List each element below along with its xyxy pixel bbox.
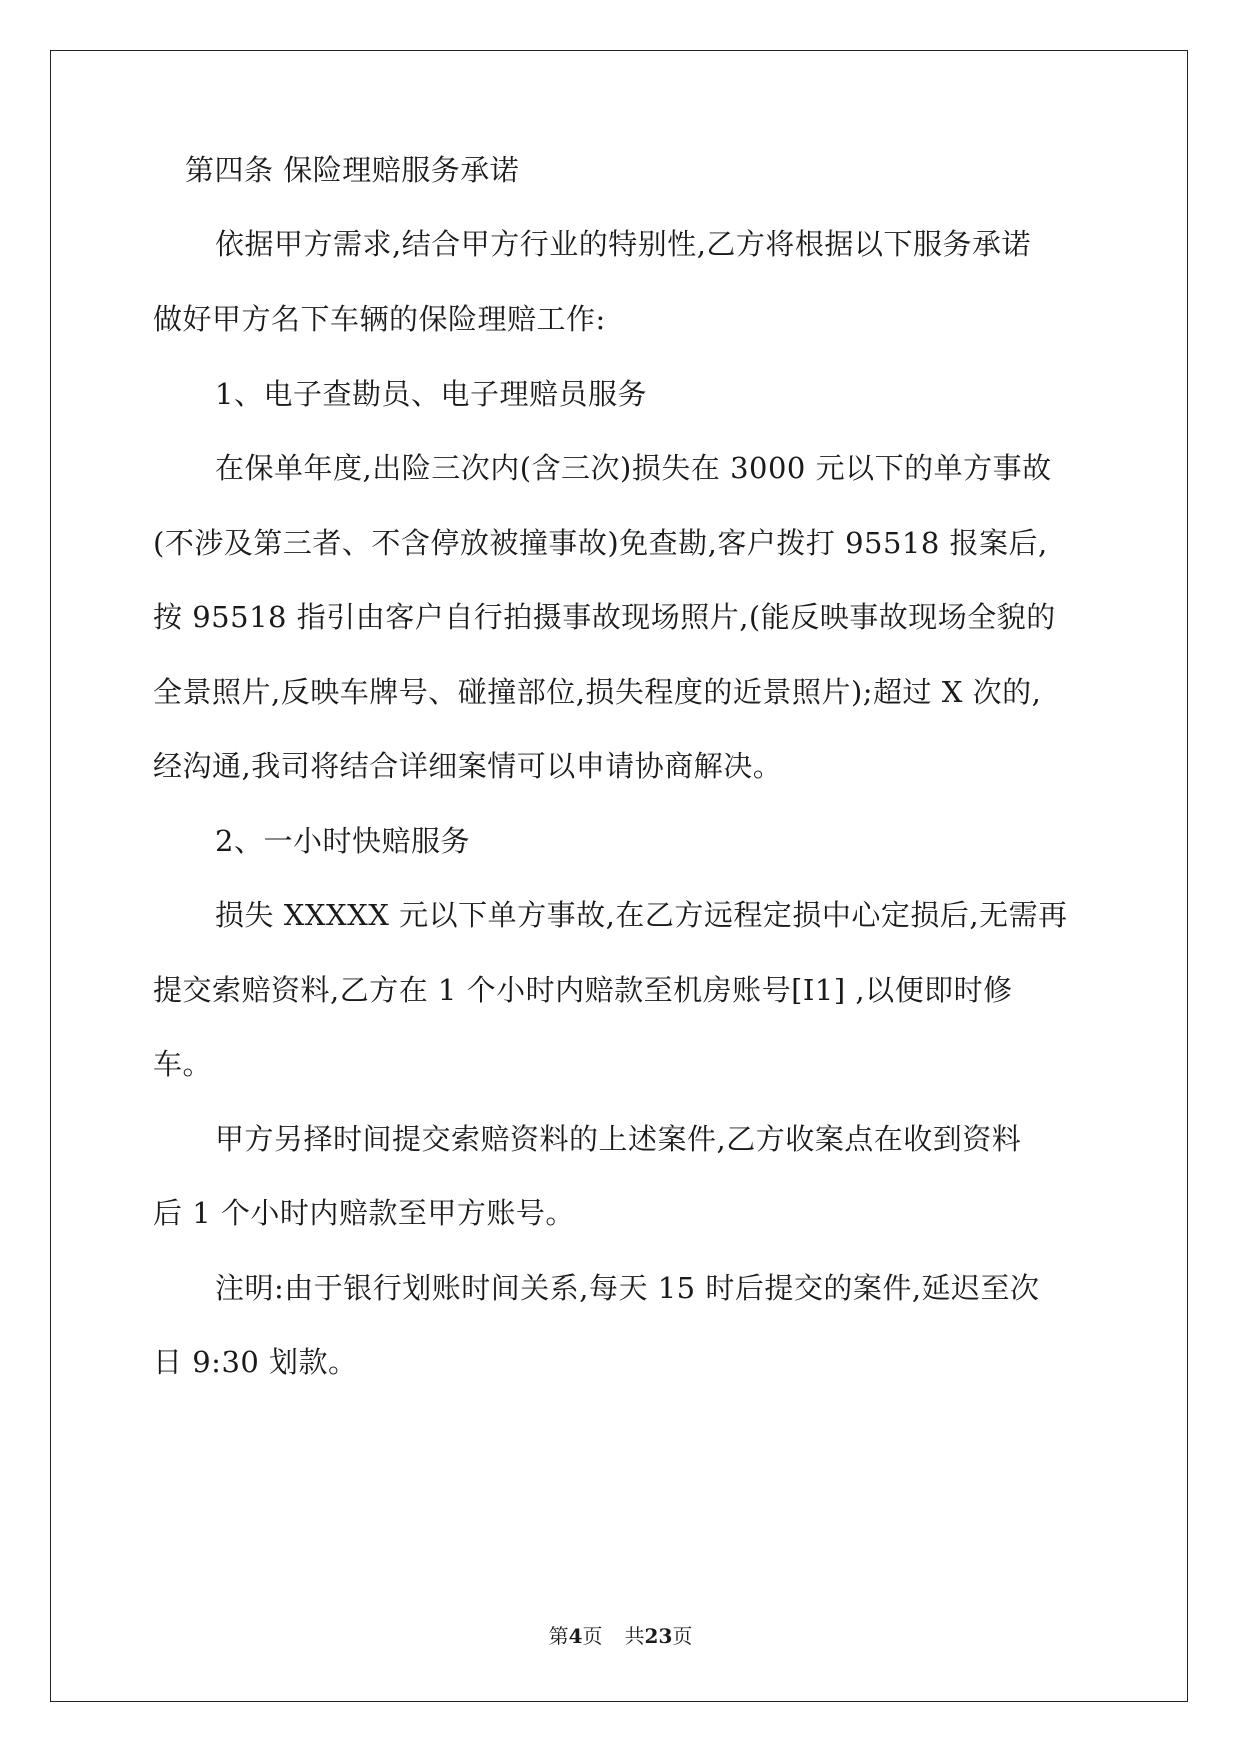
paragraph-line: 按 95518 指引由客户自行拍摄事故现场照片,(能反映事故现场全貌的 <box>153 600 1056 634</box>
paragraph-line: 注明:由于银行划账时间关系,每天 15 时后提交的案件,延迟至次 <box>215 1271 1040 1305</box>
page-footer <box>0 1620 1241 1649</box>
section-heading: 1、电子查勘员、电子理赔员服务 <box>215 377 647 411</box>
total-page-number: 23 <box>644 1624 673 1648</box>
paragraph-line: 甲方另择时间提交索赔资料的上述案件,乙方收案点在收到资料 <box>215 1122 1022 1156</box>
paragraph-line: (不涉及第三者、不含停放被撞事故)免查勘,客户拨打 95518 报案后, <box>153 526 1048 560</box>
page-prefix: 第 <box>548 1624 569 1648</box>
paragraph-line: 在保单年度,出险三次内(含三次)损失在 3000 元以下的单方事故 <box>215 451 1052 485</box>
paragraph-line: 全景照片,反映车牌号、碰撞部位,损失程度的近景照片);超过 X 次的, <box>153 675 1042 709</box>
paragraph-line: 日 9:30 划款。 <box>153 1345 358 1379</box>
paragraph-line: 做好甲方名下车辆的保险理赔工作: <box>153 302 606 336</box>
paragraph-line: 车。 <box>153 1047 213 1081</box>
paragraph-line: 后 1 个小时内赔款至甲方账号。 <box>153 1196 575 1230</box>
paragraph-line: 经沟通,我司将结合详细案情可以申请协商解决。 <box>153 749 783 783</box>
paragraph-line: 损失 XXXXX 元以下单方事故,在乙方远程定损中心定损后,无需再 <box>215 898 1068 932</box>
total-suffix: 页 <box>672 1624 693 1648</box>
paragraph-line: 依据甲方需求,结合甲方行业的特别性,乙方将根据以下服务承诺 <box>215 227 1031 261</box>
article-heading: 第四条 保险理赔服务承诺 <box>185 153 520 187</box>
page-mid: 页 <box>582 1624 603 1648</box>
current-page-number: 4 <box>568 1624 583 1648</box>
total-prefix: 共 <box>624 1624 645 1648</box>
paragraph-line: 提交索赔资料,乙方在 1 个小时内赔款至机房账号[I1] ,以便即时修 <box>153 973 1013 1007</box>
section-heading: 2、一小时快赔服务 <box>215 824 470 858</box>
page-border <box>50 50 1188 1702</box>
